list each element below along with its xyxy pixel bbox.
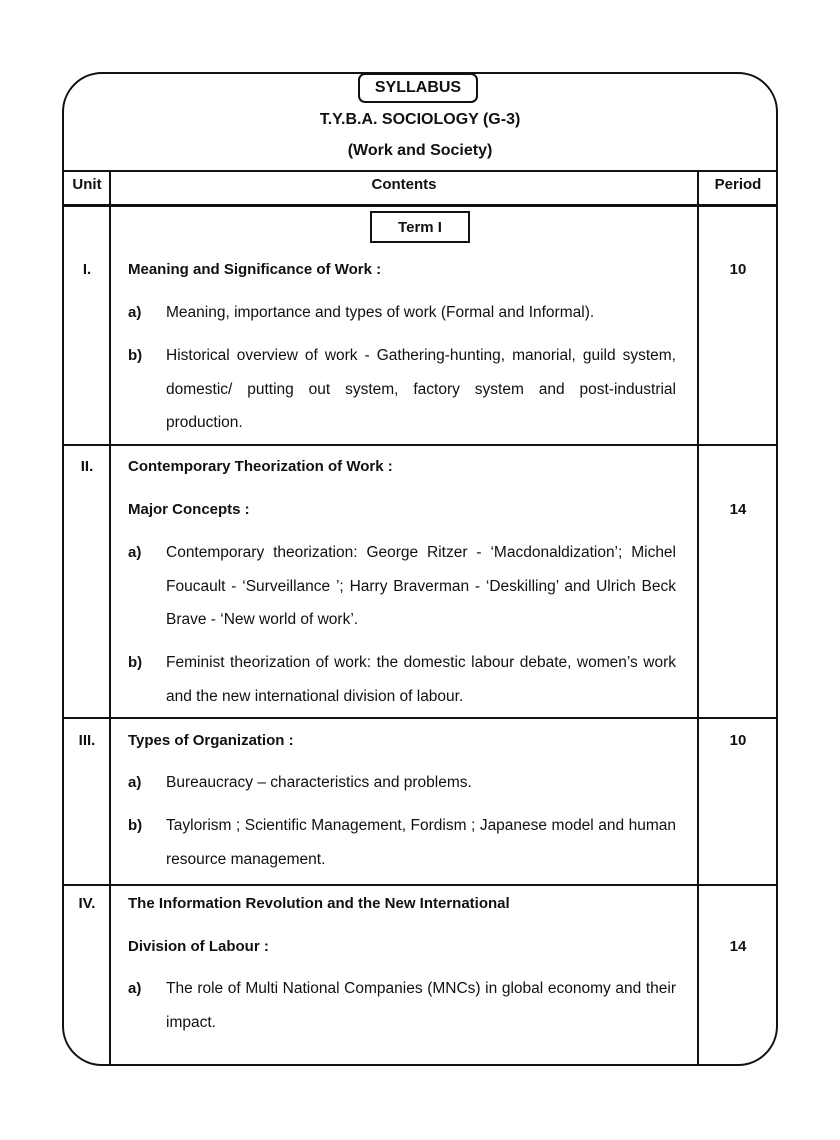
unit-period: 10 (729, 732, 747, 749)
row-divider-2 (62, 717, 778, 719)
course-subtitle: (Work and Society) (347, 142, 493, 159)
list-item (128, 536, 676, 637)
course-title: T.Y.B.A. SOCIOLOGY (G-3) (319, 111, 521, 128)
item-label: b) (128, 817, 143, 834)
table-top-rule (62, 170, 778, 172)
unit-period: 14 (729, 938, 747, 955)
term-label: Term I (370, 211, 470, 243)
item-text: Feminist theorization of work: the domestic labour debate, women’s work and the new international division of labour. (166, 654, 676, 705)
item-text: Bureaucracy – characteristics and problems. (166, 774, 472, 791)
unit-number: III. (78, 732, 96, 749)
item-text: The role of Multi National Companies (MNCs) in global economy and their impact. (166, 980, 676, 1031)
list-item (128, 972, 676, 1039)
period-column-rule (697, 170, 699, 1066)
unit-period: 10 (729, 261, 747, 278)
unit-period: 14 (729, 501, 747, 518)
item-label: b) (128, 347, 143, 364)
item-text: Taylorism ; Scientific Management, Fordism ; Japanese model and human resource management. (166, 817, 676, 868)
item-text: Historical overview of work - Gathering-hunting, manorial, guild system, domestic/ putting out system, factory system and post-industrial production. (166, 347, 676, 432)
column-header-period: Period (714, 176, 762, 193)
list-item (128, 809, 676, 876)
unit-heading: The Information Revolution and the New International (128, 895, 510, 912)
item-text: Meaning, importance and types of work (Formal and Informal). (166, 304, 595, 321)
unit-number: II. (80, 458, 94, 475)
unit-heading: Contemporary Theorization of Work : (128, 458, 393, 475)
item-text: Contemporary theorization: George Ritzer - ‘Macdonaldization’; Michel Foucault - ‘Surveillance ’; Harry Braverman - ‘Deskilling’ and Ulrich Beck Brave - ‘New world of work’. (166, 544, 676, 629)
unit-subheading: Major Concepts : (128, 501, 250, 518)
table-header-rule (62, 204, 778, 207)
item-label: b) (128, 654, 143, 671)
column-header-contents: Contents (371, 176, 437, 193)
unit-heading: Types of Organization : (128, 732, 294, 749)
item-label: a) (128, 544, 142, 561)
unit-number: I. (82, 261, 92, 278)
list-item (128, 766, 676, 800)
column-header-unit: Unit (72, 176, 102, 193)
unit-subheading: Division of Labour : (128, 938, 269, 955)
unit-heading: Meaning and Significance of Work : (128, 261, 382, 278)
row-divider-1 (62, 444, 778, 446)
syllabus-label: SYLLABUS (358, 73, 478, 103)
item-label: a) (128, 774, 142, 791)
list-item (128, 646, 676, 713)
row-divider-3 (62, 884, 778, 886)
unit-number: IV. (78, 895, 96, 912)
item-label: a) (128, 304, 142, 321)
unit-column-rule (109, 170, 111, 1066)
list-item (128, 339, 676, 440)
list-item (128, 296, 676, 330)
item-label: a) (128, 980, 142, 997)
